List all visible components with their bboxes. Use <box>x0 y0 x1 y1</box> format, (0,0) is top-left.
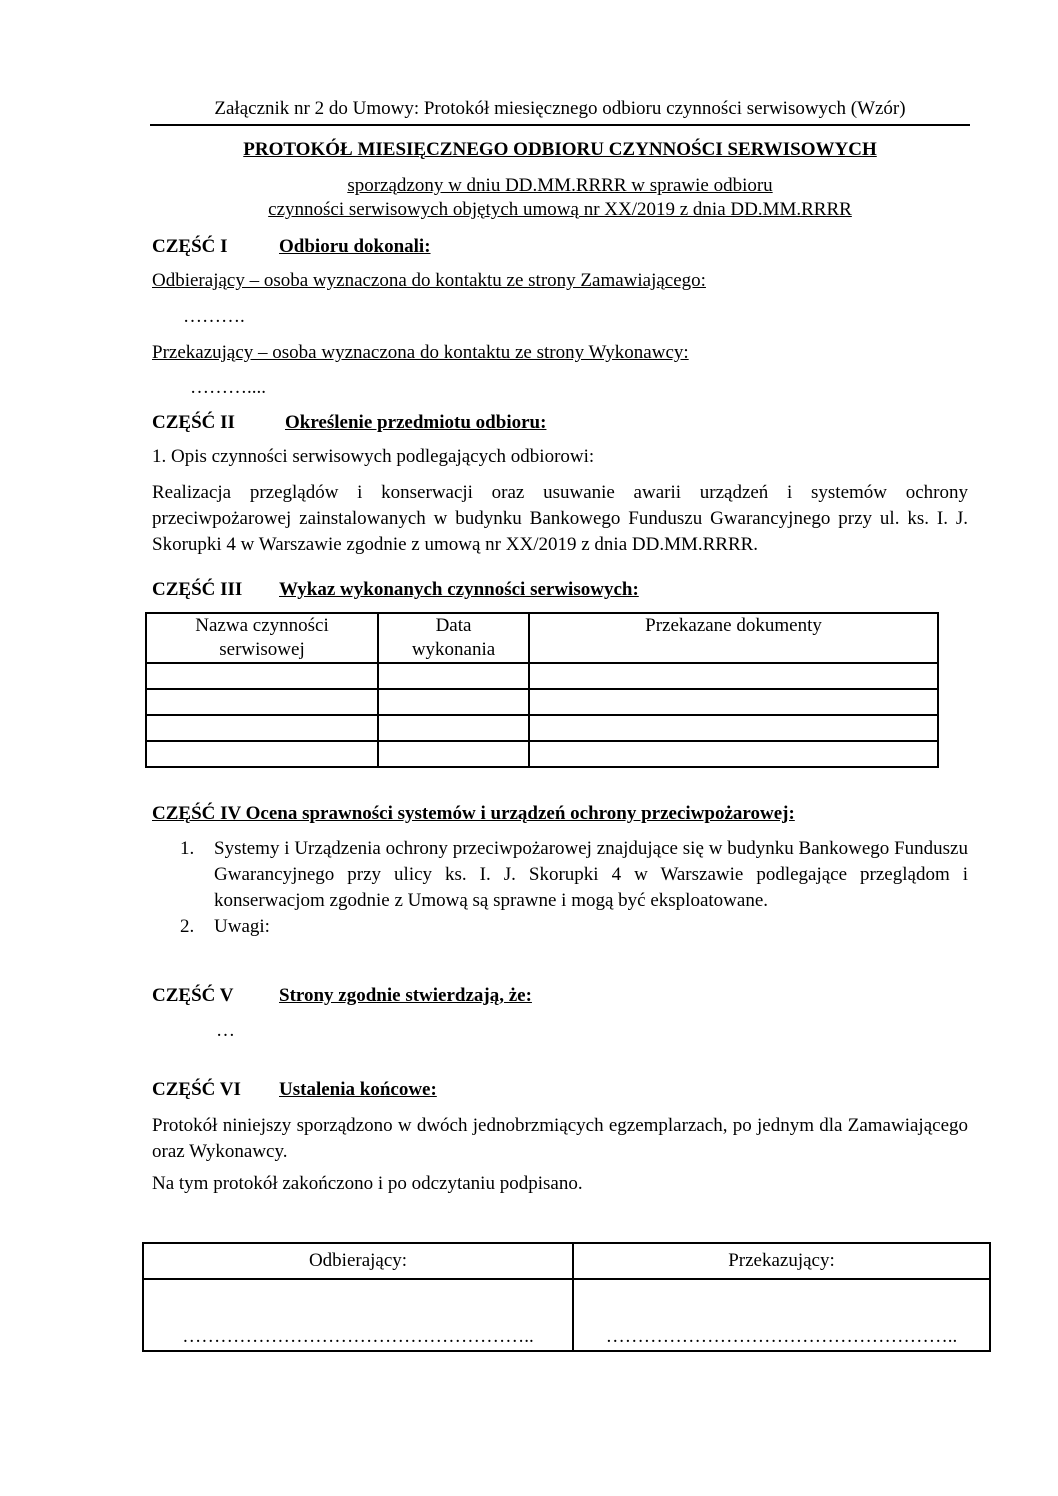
part6-label: CZĘŚĆ VI <box>152 1079 241 1100</box>
table-cell[interactable] <box>378 715 529 741</box>
table-row <box>146 715 938 741</box>
part5-title: Strony zgodnie stwierdzają, że: <box>279 985 532 1006</box>
table-header-row <box>146 613 938 663</box>
part5-heading <box>152 985 532 1007</box>
part2-description: Realizacja przeglądów i konserwacji oraz usuwanie awarii urządzeń i systemów ochrony przeciwpożarowej zainstalowanych w budynku Bankowego Funduszu Gwarancyjnego przy ul. ks. I. J. Skorupki 4 w Warszawie zgodnie z umową nr XX/2019 z dnia DD.MM.RRRR. <box>152 482 968 555</box>
table-cell[interactable] <box>529 741 938 767</box>
part3-label: CZĘŚĆ III <box>152 579 243 600</box>
transferor-signature-label: Przekazujący: <box>573 1243 990 1279</box>
column-header-name: Nazwa czynności serwisowej <box>146 613 378 663</box>
part1-heading <box>152 236 431 258</box>
part6-title: Ustalenia końcowe: <box>279 1079 437 1100</box>
table-cell[interactable] <box>378 663 529 689</box>
signature-table <box>142 1242 991 1352</box>
part3-heading <box>152 579 639 601</box>
part6-paragraph1: Protokół niniejszy sporządzono w dwóch jednobrzmiących egzemplarzach, po jednym dla Zamawiającego oraz Wykonawcy. <box>152 1115 968 1162</box>
receiver-signature-label: Odbierający: <box>143 1243 573 1279</box>
table-cell[interactable] <box>146 689 378 715</box>
part3-title: Wykaz wykonanych czynności serwisowych: <box>279 579 639 600</box>
part4-list <box>152 836 968 940</box>
document-title: PROTOKÓŁ MIESIĘCZNEGO ODBIORU CZYNNOŚCI SERWISOWYCH <box>243 139 877 160</box>
signature-row <box>143 1279 990 1351</box>
transferor-value: ……….... <box>190 377 266 398</box>
part1-label: CZĘŚĆ I <box>152 236 228 257</box>
transferor-label: Przekazujący – osoba wyznaczona do kontaktu ze strony Wykonawcy: <box>152 342 689 363</box>
table-row <box>146 741 938 767</box>
table-cell[interactable] <box>378 741 529 767</box>
column-header-documents: Przekazane dokumenty <box>529 613 938 663</box>
signature-header-row <box>143 1243 990 1279</box>
part2-title: Określenie przedmiotu odbioru: <box>285 412 547 433</box>
receiver-value: ………. <box>183 306 245 327</box>
part6-paragraph2: Na tym protokół zakończono i po odczytaniu podpisano. <box>152 1173 583 1194</box>
part4-heading: CZĘŚĆ IV Ocena sprawności systemów i urządzeń ochrony przeciwpożarowej: <box>152 803 795 824</box>
part2-item1: 1. Opis czynności serwisowych podlegających odbiorowi: <box>152 446 595 467</box>
part4-item <box>152 836 968 914</box>
table-cell[interactable] <box>378 689 529 715</box>
list-text: Systemy i Urządzenia ochrony przeciwpożarowej znajdujące się w budynku Bankowego Funduszu Gwarancyjnego przy ulicy ks. I. J. Skorupki 4 w Warszawie podlegające przeglądom i konserwacjom zgodnie z Umową są sprawne i mogą być eksploatowane. <box>214 838 968 911</box>
receiver-signature-field[interactable]: ……………………………………………….. <box>143 1279 573 1351</box>
services-table <box>145 612 939 768</box>
list-text: Uwagi: <box>214 916 270 937</box>
part2-heading <box>152 412 546 434</box>
table-cell[interactable] <box>529 689 938 715</box>
document-subtitle-line2: czynności serwisowych objętych umową nr XX/2019 z dnia DD.MM.RRRR <box>268 199 852 220</box>
table-cell[interactable] <box>146 741 378 767</box>
part5-label: CZĘŚĆ V <box>152 985 234 1006</box>
document-subtitle-line1: sporządzony w dniu DD.MM.RRRR w sprawie odbioru <box>347 175 773 196</box>
table-row <box>146 689 938 715</box>
header-divider <box>150 124 970 126</box>
receiver-label: Odbierający – osoba wyznaczona do kontaktu ze strony Zamawiającego: <box>152 270 706 291</box>
transferor-signature-field[interactable]: ……………………………………………….. <box>573 1279 990 1351</box>
part1-title: Odbioru dokonali: <box>279 236 431 257</box>
table-cell[interactable] <box>529 663 938 689</box>
list-number: 1. <box>180 838 195 859</box>
part5-value: … <box>216 1020 235 1041</box>
table-cell[interactable] <box>146 715 378 741</box>
part4-item <box>152 914 968 940</box>
part6-heading <box>152 1079 437 1101</box>
table-cell[interactable] <box>146 663 378 689</box>
table-row <box>146 663 938 689</box>
part2-label: CZĘŚĆ II <box>152 412 235 433</box>
table-cell[interactable] <box>529 715 938 741</box>
document-header: Załącznik nr 2 do Umowy: Protokół miesięcznego odbioru czynności serwisowych (Wzór) <box>214 98 906 119</box>
column-header-date: Data wykonania <box>378 613 529 663</box>
list-number: 2. <box>180 916 195 937</box>
